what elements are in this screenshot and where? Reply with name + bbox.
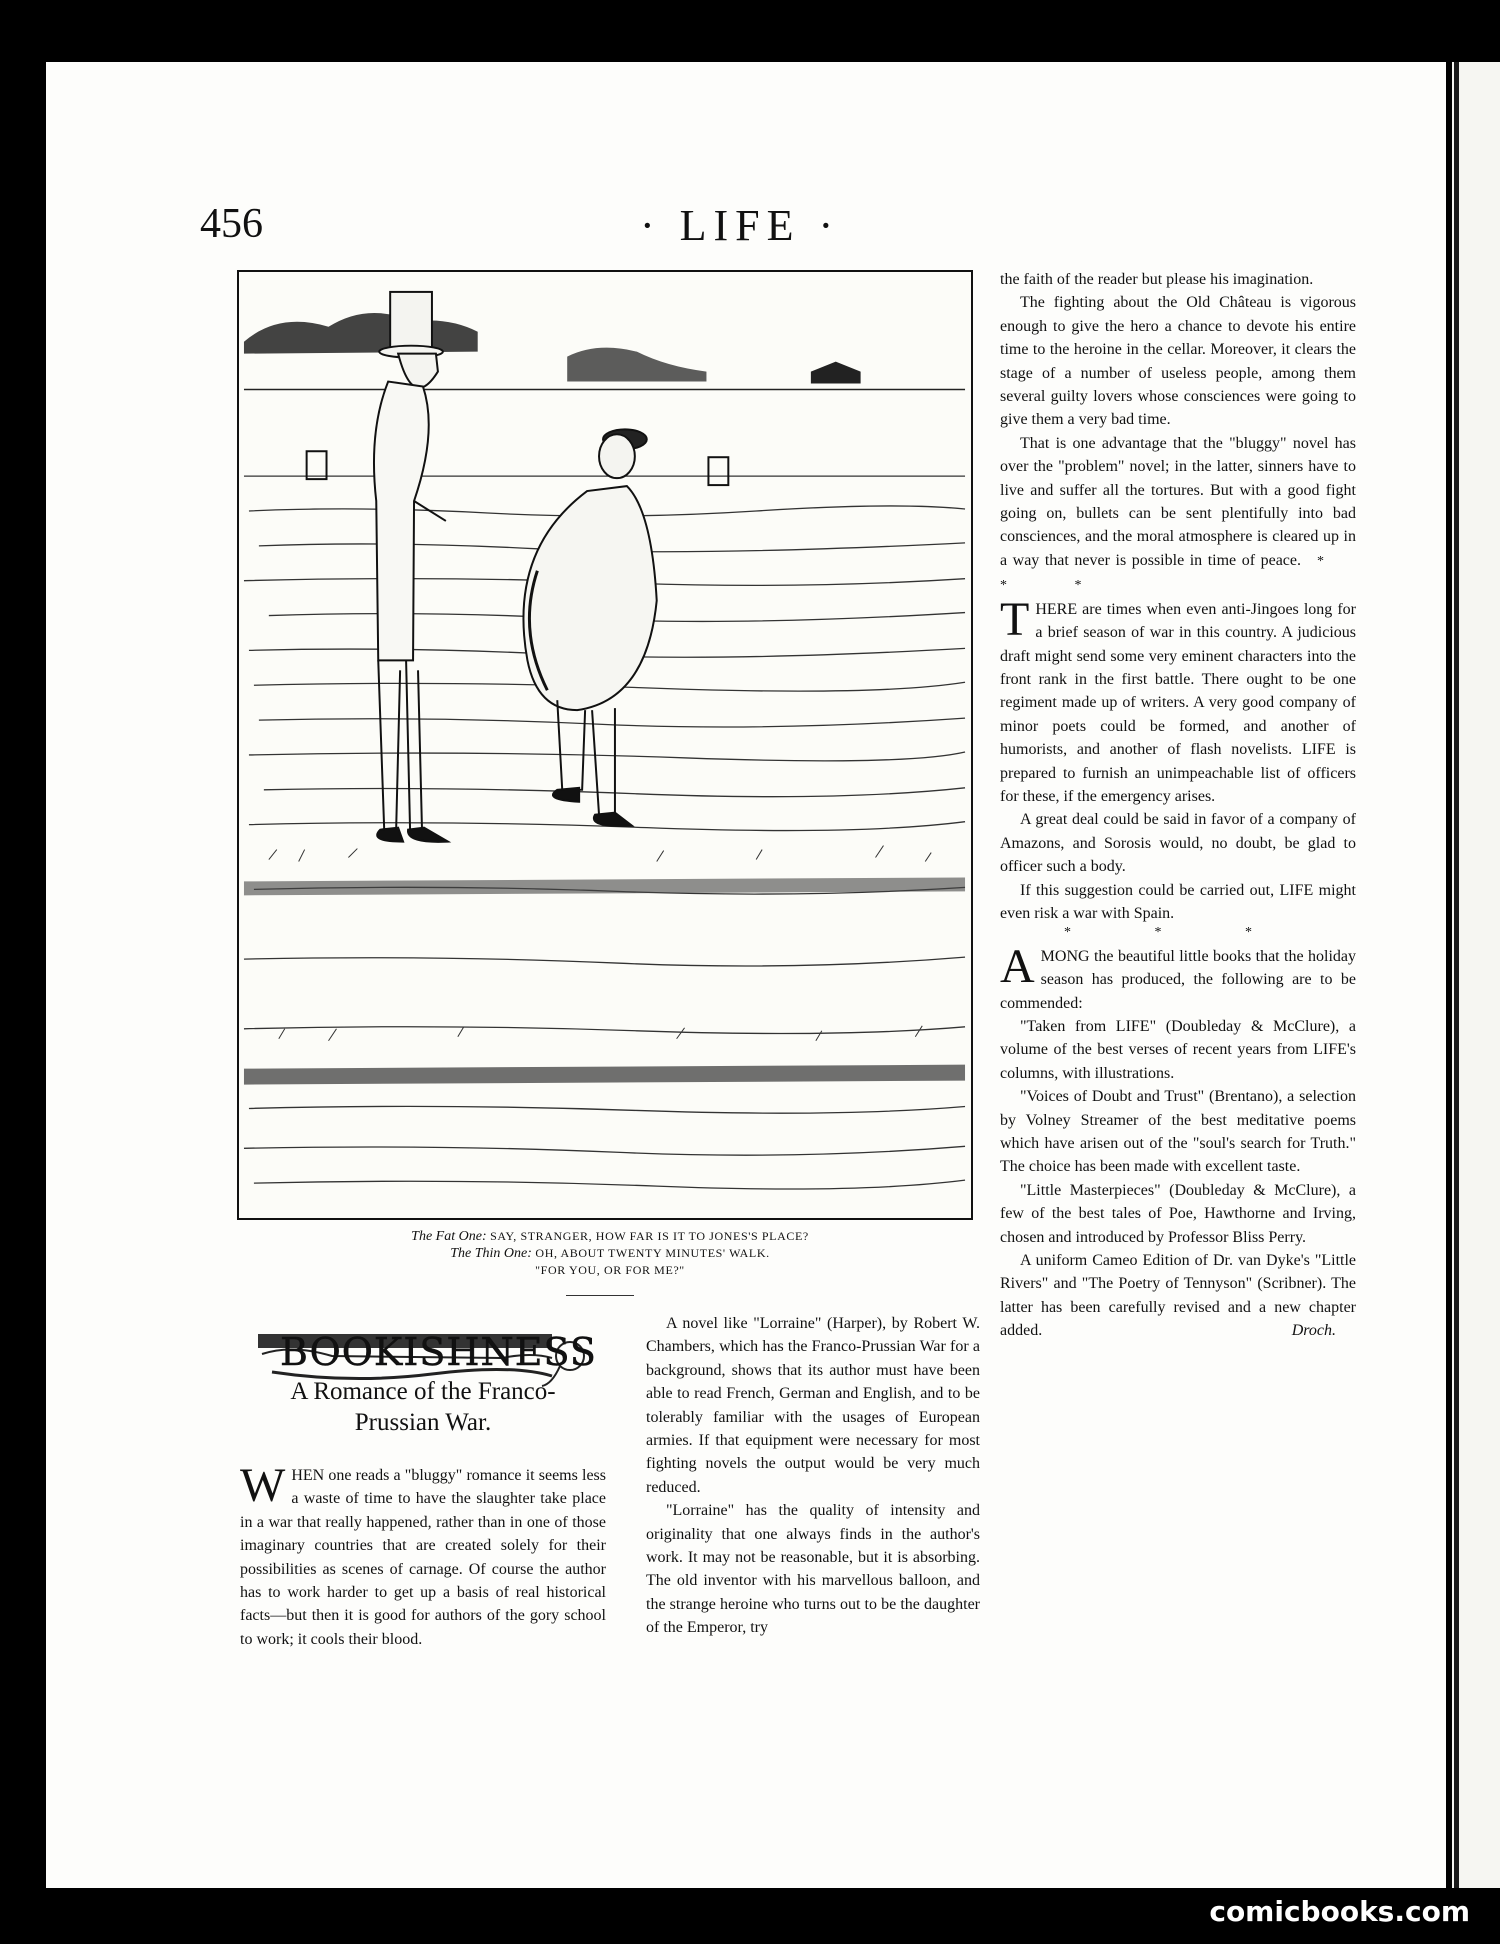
col3-p10-text: A uniform Cameo Edition of Dr. van Dyke's "Little Rivers" and "The Poetry of Tennyson" (Scribner). The latter has been carefully revised and a new chapter added. <box>1000 1252 1356 1340</box>
col2-paragraph-1: A novel like "Lorraine" (Harper), by Robert W. Chambers, which has the Franco-Prussian War for a background, shows that its author must have been able to read French, German and English, and to be tolerably familiar with the usages of European armies. If that equipment were necessary for most fighting novels the output would be very much reduced. <box>646 1315 980 1496</box>
col1-paragraph-1 <box>240 1459 606 1651</box>
caption-line-3 <box>250 1262 970 1279</box>
caption-line-2 <box>250 1245 970 1262</box>
thin-man-figure <box>374 292 448 842</box>
caption-rule <box>566 1295 634 1296</box>
caption-speaker-fat: The Fat One: <box>411 1229 487 1244</box>
col1-p1-text: HEN one reads a "bluggy" romance it seems less a waste of time to have the slaughter take place in a war that really happened, rather than in one of those imaginary countries that are created solely for their possibilities as scenes of carnage. Of course the author has to work harder to get up a basis of real historical facts—but then it is good for authors of the gory school to work; it cools their blood. <box>240 1467 606 1648</box>
caption-speaker-thin: The Thin One: <box>450 1246 532 1261</box>
site-watermark: comicbooks.com <box>1209 1895 1470 1928</box>
distant-house <box>811 362 861 384</box>
col2-paragraph-2: "Lorraine" has the quality of intensity and originality that one always finds in the author's work. It may not be reasonable, but it is absorbing. The old inventor with his marvellous balloon, and the strange heroine who turns out to be the daughter of the Emperor, try <box>646 1502 980 1637</box>
caption-text-punchline: "FOR YOU, OR FOR ME?" <box>535 1263 685 1277</box>
column-1 <box>240 1459 606 1651</box>
article-title-line-2: Prussian War. <box>354 1409 492 1436</box>
col3-paragraph-6 <box>1000 939 1356 1015</box>
tree-line <box>244 313 478 354</box>
adjacent-page-edge <box>1452 62 1500 1888</box>
col3-paragraph-7: "Taken from LIFE" (Doubleday & McClure), a volume of the best verses of recent years from LIFE's columns, with illustrations. <box>1000 1018 1356 1082</box>
col3-p2-text: That is one advantage that the "bluggy" novel has over the "problem" novel; in the latter, sinners have to live and suffer all the tortures. But with a good fight going on, bullets can be sent plentifully into bad consciences, and the moral atmosphere is cleared up in a way that never is possible in time of peace. <box>1000 434 1356 569</box>
col3-paragraph-9: "Little Masterpieces" (Doubleday & McClure), a few of the best tales of Poe, Hawthorne and Irving, chosen and introduced by Professor Bliss Perry. <box>1000 1181 1356 1246</box>
page-number: 456 <box>200 201 263 247</box>
cartoon-caption <box>250 1228 970 1279</box>
fence-post-left <box>307 451 327 479</box>
bookishness-banner-text: BOOKISHNESS <box>280 1330 597 1374</box>
column-2 <box>646 1312 980 1640</box>
col3-paragraph-2 <box>1000 432 1356 598</box>
dropcap-t: T <box>1000 592 1030 646</box>
column-3 <box>1000 268 1356 1343</box>
col3-paragraph-0: the faith of the reader but please his imagination. <box>1000 271 1314 288</box>
col3-paragraph-8: "Voices of Doubt and Trust" (Brentano), a selection by Volney Streamer of the best meditative poems which have arisen out of the "soul's search for Truth." The choice has been made with excellent taste. <box>1000 1088 1356 1176</box>
article-title <box>240 1376 606 1438</box>
col3-paragraph-4: A great deal could be said in favor of a company of Amazons, and Sorosis would, no doubt, be glad to officer such a body. <box>1000 811 1356 876</box>
author-signature: Droch. <box>1291 1322 1336 1340</box>
col3-paragraph-3 <box>1000 592 1356 809</box>
ground-band-lower <box>244 1065 965 1085</box>
section-stars-1: * * * <box>1000 553 1356 594</box>
cartoon-illustration <box>237 270 973 1220</box>
fence-post-right <box>708 457 728 485</box>
fat-man-figure <box>523 429 656 826</box>
col3-p6-text: MONG the beautiful little books that the holiday season has produced, the following are to be commended: <box>1000 947 1356 1012</box>
article-title-line-1: A Romance of the Franco- <box>290 1378 556 1405</box>
caption-text-thin: OH, ABOUT TWENTY MINUTES' WALK. <box>535 1246 770 1260</box>
col3-paragraph-1: The fighting about the Old Château is vigorous enough to give the hero a chance to devote his entire time to the heroine in the cellar. Moreover, it clears the stage of a number of useless people, among them several guilty lovers whose consciences were going to give them a very bad time. <box>1000 294 1356 429</box>
dropcap-w: W <box>240 1459 286 1512</box>
dropcap-a: A <box>1000 939 1035 993</box>
caption-line-1 <box>250 1228 970 1245</box>
col3-p3-text: HERE are times when even anti-Jingoes long for a brief season of war in this country. A judicious draft might send some very eminent characters into the front rank in the first battle. There ought to be one regiment made up of writers. A very good company of minor poets could be formed, and another of humorists, and another of flash novelists. LIFE is prepared to furnish an unimpeachable list of officers for these, if the emergency arises. <box>1000 600 1356 805</box>
cartoon-drawing <box>239 272 971 1218</box>
masthead: · LIFE · <box>640 201 841 250</box>
tree-line-right <box>567 348 706 382</box>
grass-hatching <box>269 846 931 1041</box>
caption-text-fat: SAY, STRANGER, HOW FAR IS IT TO JONES'S PLACE? <box>490 1229 809 1243</box>
section-stars-2: * * * <box>1064 925 1292 941</box>
col3-paragraph-5: If this suggestion could be carried out, LIFE might even risk a war with Spain. <box>1000 881 1356 922</box>
col3-paragraph-10 <box>1000 1249 1356 1343</box>
